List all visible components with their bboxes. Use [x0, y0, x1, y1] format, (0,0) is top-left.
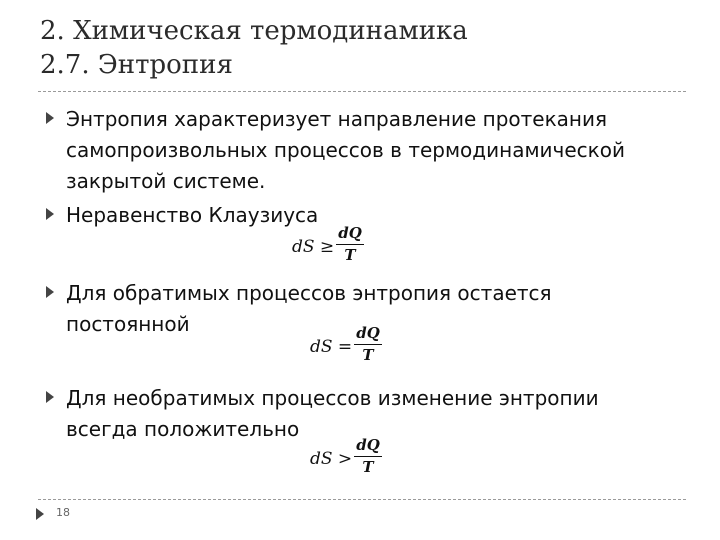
- footer-arrow-icon: [36, 508, 44, 520]
- formula-clausius: [292, 224, 372, 268]
- formula-denominator: T: [362, 346, 374, 364]
- formula-lhs: dS >: [310, 449, 353, 469]
- formula-numerator: dQ: [356, 324, 380, 342]
- title-divider: [38, 91, 686, 92]
- bullet-text-4: Для необратимых процессов изменение энтропии всегда положительно: [66, 386, 599, 441]
- formula-numerator: dQ: [356, 436, 380, 454]
- formula-fraction: [354, 436, 382, 477]
- bullet-arrow-icon: [46, 391, 54, 403]
- bullet-text-3: Для обратимых процессов энтропия остается постоянной: [66, 281, 552, 336]
- formula-fraction: [336, 224, 364, 265]
- slide-title-line-1: 2. Химическая термодинамика: [40, 16, 468, 46]
- formula-lhs: dS =: [310, 337, 353, 357]
- fraction-bar: [336, 244, 364, 245]
- footer-divider: [38, 499, 686, 500]
- slide-title: [40, 14, 468, 82]
- bullet-text-1: Энтропия характеризует направление протекания самопроизвольных процессов в термодинамической закрытой системе.: [66, 107, 625, 193]
- fraction-bar: [354, 344, 382, 345]
- fraction-bar: [354, 456, 382, 457]
- formula-denominator: T: [362, 458, 374, 476]
- formula-irreversible: [310, 436, 390, 480]
- bullet-text-2: Неравенство Клаузиуса: [66, 203, 319, 227]
- bullet-arrow-icon: [46, 208, 54, 220]
- formula-denominator: T: [344, 246, 356, 264]
- formula-reversible: [310, 324, 390, 368]
- formula-numerator: dQ: [338, 224, 362, 242]
- bullet-arrow-icon: [46, 286, 54, 298]
- page-number: 18: [56, 506, 70, 519]
- bullet-arrow-icon: [46, 112, 54, 124]
- formula-fraction: [354, 324, 382, 365]
- slide-title-line-2: 2.7. Энтропия: [40, 50, 233, 80]
- formula-lhs: dS ≥: [292, 237, 335, 257]
